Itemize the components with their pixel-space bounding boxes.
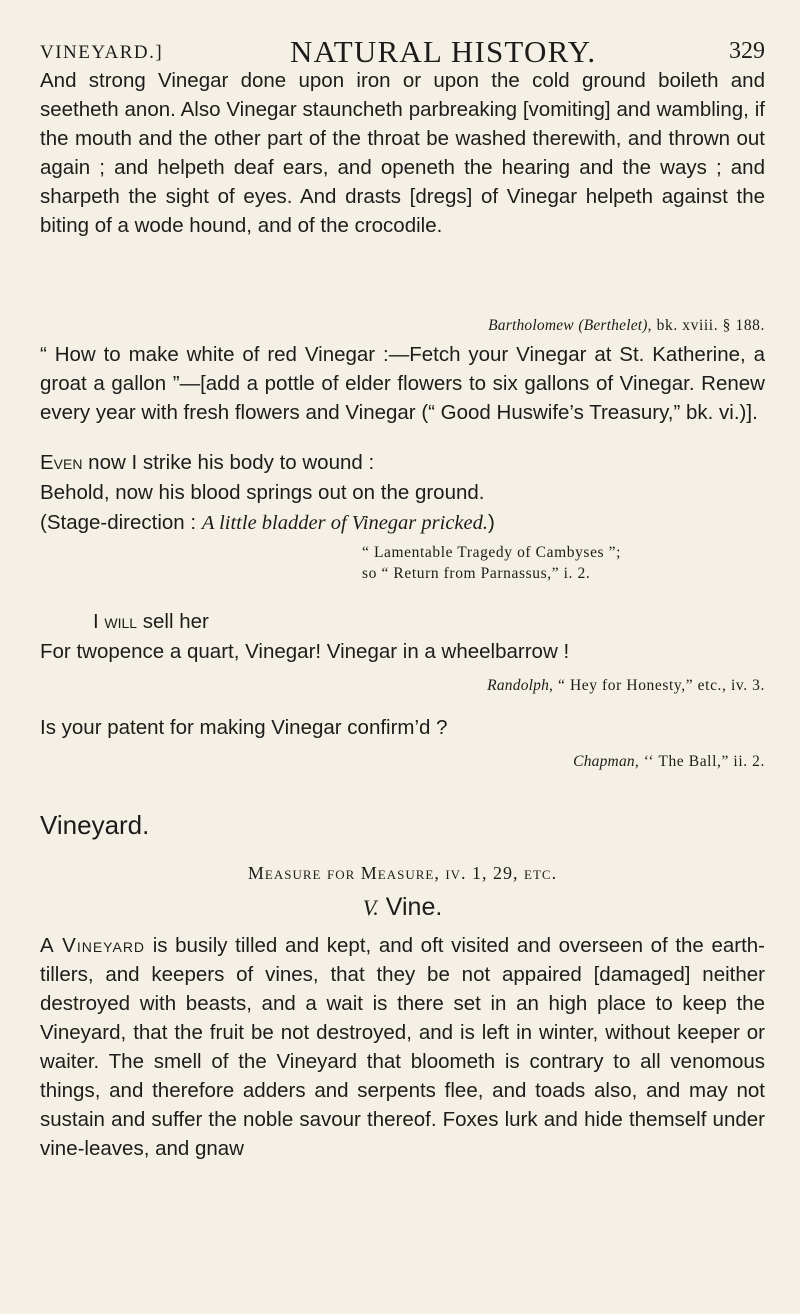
- citation-chapman: [40, 753, 765, 771]
- citation-reference: , ‘‘ The Ball,” ii. 2.: [634, 753, 765, 770]
- subsection-heading: [40, 893, 765, 922]
- variant-marker: V.: [362, 895, 379, 920]
- subsection-title: Vine.: [385, 893, 443, 921]
- verse-line: [40, 607, 765, 637]
- verse-line: For twopence a quart, Vinegar! Vinegar in a wheelbarrow !: [40, 640, 570, 663]
- paragraph-vinegar-properties: And strong Vinegar done upon iron or upon the cold ground boileth and seetheth anon. Also Vinegar stauncheth parbreaking [vomiting] and wambling, if the mouth and the other part of the throat be washed therewith, and thrown out again ; and helpeth deaf ears, and openeth the hearing and the ways ; and sharpeth the sight of eyes. And drasts [dregs] of Vinegar helpeth against the biting of a wode hound, and of the crocodile.: [40, 69, 765, 237]
- stage-text: A little bladder of Vinegar pricked.: [201, 512, 489, 534]
- verse-text: now I strike his body to wound :: [88, 451, 375, 474]
- citation-translator: (Berthelet): [578, 317, 648, 334]
- citation-bartholomew: [40, 317, 765, 335]
- paragraph-vineyard: [40, 931, 765, 1163]
- page-number: 329: [729, 38, 765, 64]
- stage-close: ): [488, 511, 495, 534]
- verse-line: [40, 448, 765, 478]
- verse-first-word: I will: [93, 610, 138, 633]
- quote-randolph: [40, 607, 765, 667]
- stage-direction: [40, 511, 765, 535]
- section-reference: [40, 863, 765, 884]
- citation-line: “ Lamentable Tragedy of Cambyses ”;: [362, 544, 622, 561]
- citation-author: Randolph: [487, 677, 550, 694]
- citation-author: Chapman: [573, 753, 635, 770]
- verse-line: Behold, now his blood springs out on the ground.: [40, 481, 485, 504]
- section-tag: VINEYARD.]: [40, 42, 164, 63]
- verse-first-word: Even: [40, 451, 83, 474]
- verse-text: sell her: [142, 610, 209, 633]
- citation-reference: , bk. xviii. § 188.: [647, 317, 765, 334]
- citation-reference: , “ Hey for Honesty,” etc., iv. 3.: [549, 677, 765, 694]
- quote-chapman: [40, 713, 765, 743]
- verse-line: Is your patent for making Vinegar confirm’d ?: [40, 716, 448, 739]
- citation-author: Bartholomew: [488, 317, 574, 334]
- citation-line: so “ Return from Parnassus,” i. 2.: [362, 565, 591, 582]
- lead-words: A Vineyard: [40, 934, 146, 957]
- citation-randolph: [40, 677, 765, 695]
- stage-label: (Stage-direction :: [40, 511, 197, 534]
- paragraph-text: is busily tilled and kept, and oft visited and overseen of the earth-tillers, and keepers of vines, that they be not appaired [damaged] neither destroyed with beasts, and a wait is there set in an high place to keep the Vineyard, that the fruit be not destroyed, and is left in winter, without keeper or waiter. The smell of the Vineyard that bloometh is contrary to all venomous things, and therefore adders and serpents flee, and toads also, and may not sustain and suffer the noble savour thereof. Foxes lurk and hide themself under vine-leaves, and gnaw: [40, 934, 766, 1160]
- paragraph-white-vinegar: “ How to make white of red Vinegar :—Fetch your Vinegar at St. Katherine, a groat a gallon ”—[add a pottle of elder flowers to six gallons of Vinegar. Renew every year with fresh flowers and Vinegar (“ Good Huswife’s Treasury,” bk. vi.)].: [40, 343, 765, 424]
- citation-cambyses: [362, 544, 762, 583]
- quote-cambyses: [40, 448, 765, 508]
- reference-text: Measure for Measure, iv. 1, 29, etc.: [247, 863, 558, 883]
- page-title: NATURAL HISTORY.: [290, 34, 597, 69]
- section-heading: Vineyard.: [40, 810, 150, 840]
